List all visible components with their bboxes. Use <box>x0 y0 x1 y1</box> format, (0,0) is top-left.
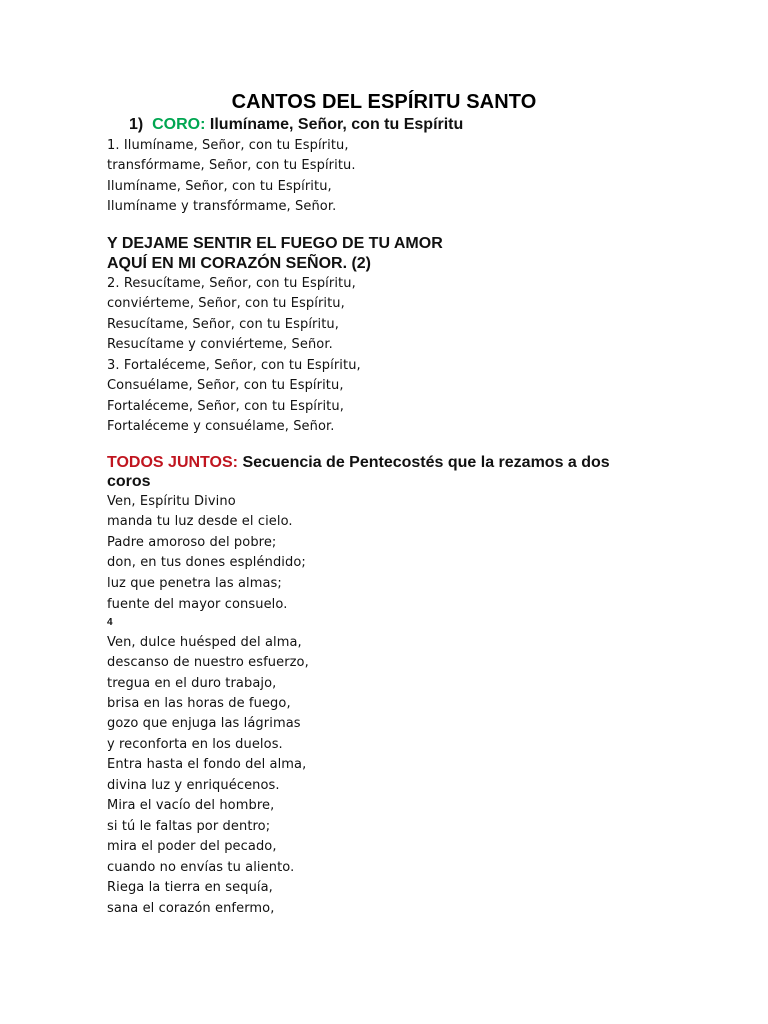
verse-line: 2. Resucítame, Señor, con tu Espíritu, <box>107 276 356 291</box>
verse-line: Fortaléceme, Señor, con tu Espíritu, <box>107 399 344 414</box>
verse-line: descanso de nuestro esfuerzo, <box>107 655 309 670</box>
verse-line: mira el poder del pecado, <box>107 839 277 854</box>
verse-line: manda tu luz desde el cielo. <box>107 514 293 529</box>
verse-line: don, en tus dones espléndido; <box>107 555 306 570</box>
secuencia-heading <box>107 453 610 473</box>
coro-label: CORO: <box>152 116 206 133</box>
verse-line: Mira el vacío del hombre, <box>107 798 275 813</box>
song-1-title: Ilumíname, Señor, con tu Espíritu <box>209 116 464 133</box>
verse-line: Ilumíname, Señor, con tu Espíritu, <box>107 179 332 194</box>
chorus-line-1: Y DEJAME SENTIR EL FUEGO DE TU AMOR <box>107 235 443 252</box>
verse-line: y reconforta en los duelos. <box>107 737 283 752</box>
verse-line: transfórmame, Señor, con tu Espíritu. <box>107 158 356 173</box>
secuencia-title: Secuencia de Pentecostés que la rezamos a dos <box>242 454 610 471</box>
verse-line: 1. Ilumíname, Señor, con tu Espíritu, <box>107 138 349 153</box>
verse-line: conviérteme, Señor, con tu Espíritu, <box>107 296 345 311</box>
verse-line: Ilumíname y transfórmame, Señor. <box>107 199 337 214</box>
verse-line: Padre amoroso del pobre; <box>107 535 277 550</box>
document-title: CANTOS DEL ESPÍRITU SANTO <box>231 91 537 113</box>
verse-line: 3. Fortaléceme, Señor, con tu Espíritu, <box>107 358 361 373</box>
verse-line: tregua en el duro trabajo, <box>107 676 277 691</box>
verse-line: Ven, dulce huésped del alma, <box>107 635 302 650</box>
verse-line: brisa en las horas de fuego, <box>107 696 291 711</box>
verse-line: divina luz y enriquécenos. <box>107 778 280 793</box>
verse-line: gozo que enjuga las lágrimas <box>107 716 301 731</box>
verse-line: Ven, Espíritu Divino <box>107 494 236 509</box>
verse-line: luz que penetra las almas; <box>107 576 282 591</box>
verse-line: Entra hasta el fondo del alma, <box>107 757 307 772</box>
verse-line: fuente del mayor consuelo. <box>107 597 288 612</box>
verse-line: Resucítame y conviérteme, Señor. <box>107 337 333 352</box>
verse-line: cuando no envías tu aliento. <box>107 860 295 875</box>
chorus-line-2: AQUÍ EN MI CORAZÓN SEÑOR. (2) <box>107 255 372 272</box>
verse-line: Riega la tierra en sequía, <box>107 880 273 895</box>
song-1-number: 1) <box>129 116 144 133</box>
verse-line: si tú le faltas por dentro; <box>107 819 271 834</box>
secuencia-heading-cont: coros <box>107 473 151 490</box>
verse-line: Fortaléceme y consuélame, Señor. <box>107 419 335 434</box>
verse-line: Consuélame, Señor, con tu Espíritu, <box>107 378 344 393</box>
song-1-heading <box>129 115 463 135</box>
stanza-marker: 4 <box>107 617 113 628</box>
verse-line: Resucítame, Señor, con tu Espíritu, <box>107 317 339 332</box>
todos-juntos-label: TODOS JUNTOS: <box>107 454 238 471</box>
verse-line: sana el corazón enfermo, <box>107 901 275 916</box>
